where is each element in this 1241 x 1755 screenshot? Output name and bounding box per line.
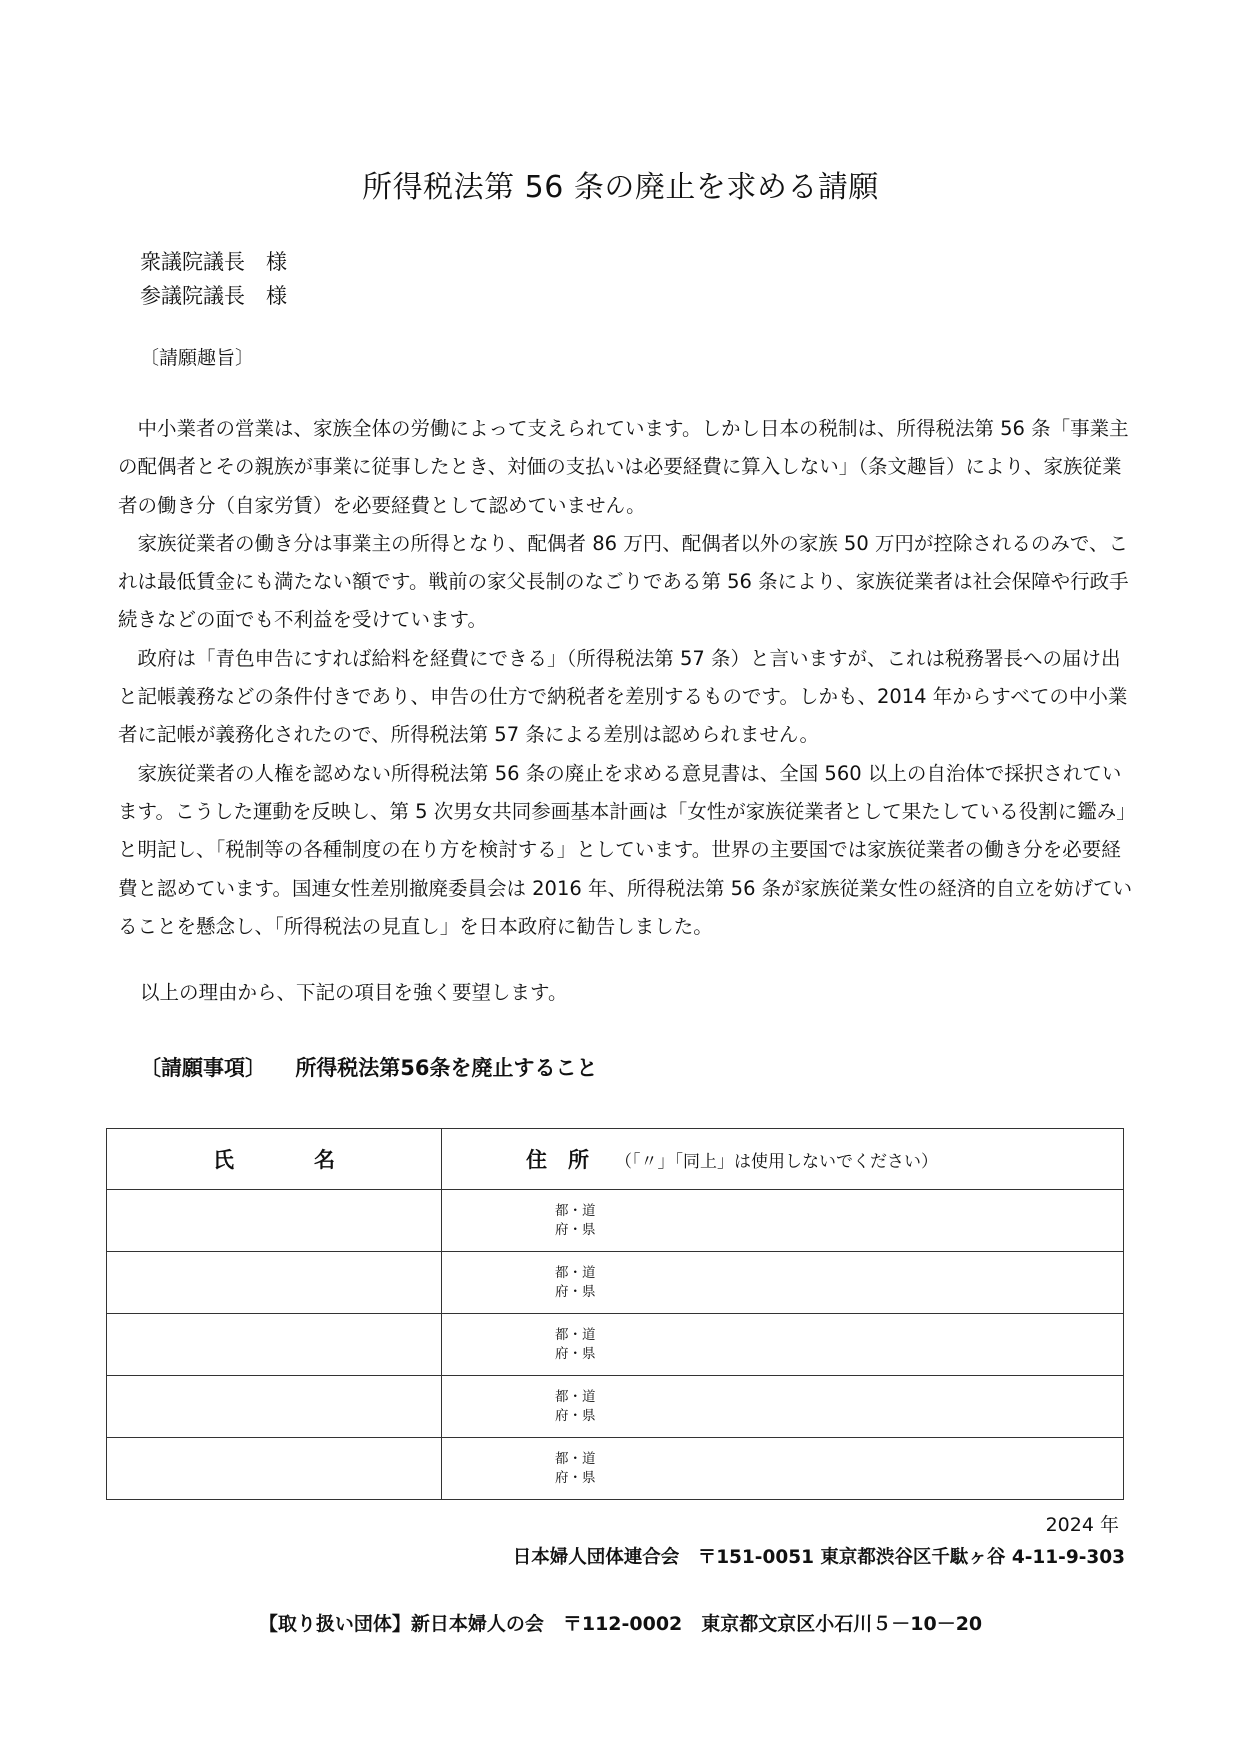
address-cell[interactable] bbox=[442, 1190, 1124, 1252]
address-header-note: （「〃」「同上」は使用しないでください） bbox=[615, 1152, 938, 1172]
address-cell[interactable] bbox=[442, 1438, 1124, 1500]
name-cell[interactable] bbox=[107, 1438, 442, 1500]
petition-items bbox=[140, 1052, 598, 1082]
name-header-char-1: 氏 bbox=[213, 1148, 234, 1172]
name-cell[interactable] bbox=[107, 1314, 442, 1376]
address-cell[interactable] bbox=[442, 1252, 1124, 1314]
addressee-house-of-councillors: 参議院議長 様 bbox=[140, 284, 287, 308]
petition-items-text: 所得税法第56条を廃止すること bbox=[295, 1056, 598, 1080]
name-header-char-2: 名 bbox=[314, 1148, 335, 1172]
address-column-header bbox=[442, 1129, 1124, 1190]
table-row bbox=[107, 1314, 1124, 1376]
table-row bbox=[107, 1438, 1124, 1500]
prefecture-label-line2: 府・県 bbox=[555, 1283, 596, 1300]
name-column-header bbox=[107, 1129, 442, 1190]
paragraph: 中小業者の営業は、家族全体の労働によって支えられています。しかし日本の税制は、所得税法第 56 条「事業主の配偶者とその親族が事業に従事したとき、対価の支払いは必要経費に算入しない」（条文趣旨）により、家族従業者の働き分（自家労賃）を必要経費として認めていません。 bbox=[118, 417, 1129, 517]
address-cell[interactable] bbox=[442, 1376, 1124, 1438]
signature-table-header bbox=[107, 1129, 1124, 1190]
organization-address: 日本婦人団体連合会 〒151-0051 東京都渋谷区千駄ヶ谷 4-11-9-303 bbox=[512, 1547, 1125, 1568]
address-header-label: 住 所 bbox=[526, 1148, 589, 1172]
signature-table bbox=[106, 1128, 1124, 1500]
reason-statement: 以上の理由から、下記の項目を強く要望します。 bbox=[140, 981, 568, 1004]
handling-organization: 【取り扱い団体】新日本婦人の会 〒112-0002 東京都文京区小石川５－10－20 bbox=[258, 1613, 983, 1635]
address-cell[interactable] bbox=[442, 1314, 1124, 1376]
prefecture-label-line2: 府・県 bbox=[555, 1407, 596, 1424]
table-row bbox=[107, 1190, 1124, 1252]
prefecture-label-line2: 府・県 bbox=[555, 1345, 596, 1362]
name-cell[interactable] bbox=[107, 1252, 442, 1314]
page-title: 所得税法第 56 条の廃止を求める請願 bbox=[362, 170, 879, 205]
paragraph: 家族従業者の働き分は事業主の所得となり、配偶者 86 万円、配偶者以外の家族 50 万円が控除されるのみで、これは最低賃金にも満たない額です。戦前の家父長制のなごりである第 56 条により、家族従業者は社会保障や行政手続きなどの面でも不利益を受けています。 bbox=[118, 531, 1129, 632]
purpose-label: 〔請願趣旨〕 bbox=[140, 347, 255, 369]
petition-purpose-body bbox=[118, 410, 1134, 946]
table-row bbox=[107, 1252, 1124, 1314]
year-label: 2024 年 bbox=[1045, 1514, 1119, 1536]
prefecture-label-line1: 都・道 bbox=[555, 1202, 596, 1219]
prefecture-label-line2: 府・県 bbox=[555, 1469, 596, 1486]
table-row bbox=[107, 1376, 1124, 1438]
paragraph: 政府は「青色申告にすれば給料を経費にできる」（所得税法第 57 条）と言いますが、これは税務署長への届け出と記帳義務などの条件付きであり、申告の仕方で納税者を差別するものです。しかも、2014 年からすべての中小業者に記帳が義務化されたので、所得税法第 57 条による差別は認められません。 bbox=[118, 646, 1128, 747]
prefecture-label-line1: 都・道 bbox=[555, 1388, 596, 1405]
prefecture-label-line1: 都・道 bbox=[555, 1326, 596, 1343]
addressee-house-of-representatives: 衆議院議長 様 bbox=[140, 250, 287, 274]
name-cell[interactable] bbox=[107, 1190, 442, 1252]
prefecture-label-line1: 都・道 bbox=[555, 1264, 596, 1281]
petition-items-label: 〔請願事項〕 bbox=[140, 1056, 266, 1080]
prefecture-label-line2: 府・県 bbox=[555, 1221, 596, 1238]
paragraph: 家族従業者の人権を認めない所得税法第 56 条の廃止を求める意見書は、全国 560 以上の自治体で採択されています。こうした運動を反映し、第 5 次男女共同参画基本計画は「女性が家族従業者として果たしている役割に鑑み」と明記し、「税制等の各種制度の在り方を検討する」としています。世界の主要国では家族従業者の働き分を必要経費と認めています。国連女性差別撤廃委員会は 2016 年、所得税法第 56 条が家族従業女性の経済的自立を妨げていることを懸念し、「所得税法の見直し」を日本政府に勧告しました。 bbox=[118, 761, 1133, 938]
prefecture-label-line1: 都・道 bbox=[555, 1450, 596, 1467]
name-cell[interactable] bbox=[107, 1376, 442, 1438]
